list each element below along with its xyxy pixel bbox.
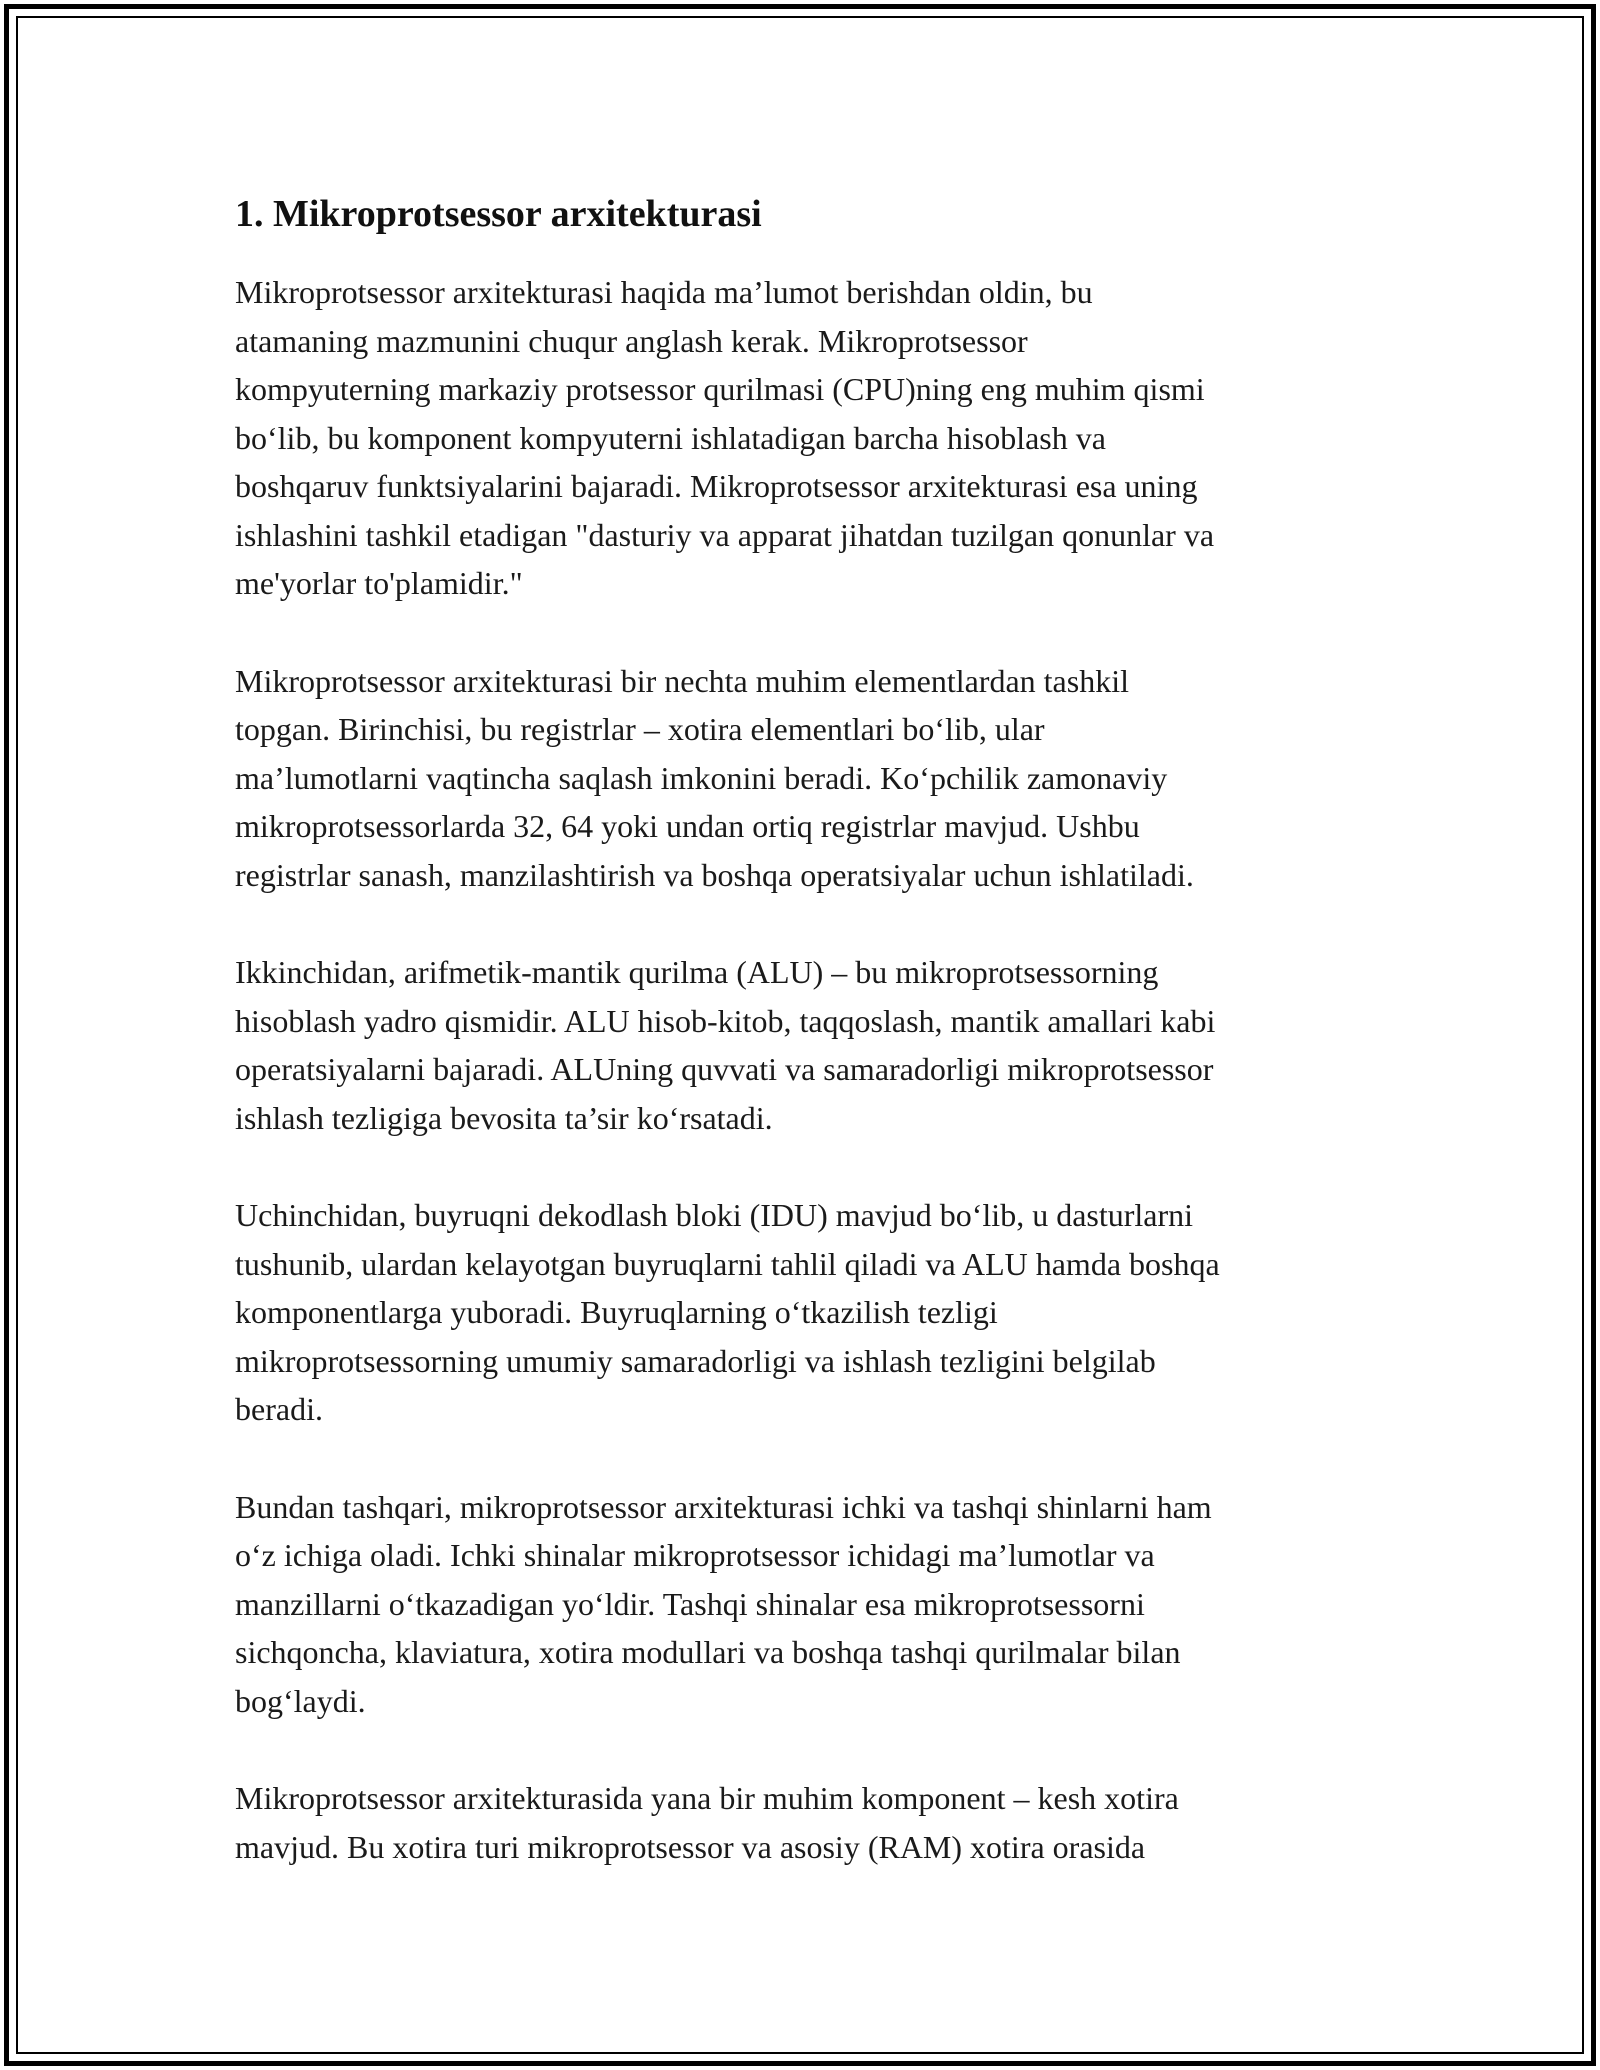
text-line: Mikroprotsessor arxitekturasi bir nechta muhim elementlardan tashkil — [235, 662, 1129, 699]
text-line: operatsiyalarni bajaradi. ALUning quvvati va samaradorligi mikroprotsessor — [235, 1051, 1214, 1087]
text-line: sichqoncha, klaviatura, xotira modullari va boshqa tashqi qurilmalar bilan — [235, 1634, 1181, 1670]
text-line: o‘z ichiga oladi. Ichki shinalar mikroprotsessor ichidagi ma’lumotlar va — [235, 1537, 1155, 1573]
document-body — [235, 186, 1385, 1871]
paragraph-6 — [235, 1774, 1385, 1871]
text-line: mavjud. Bu xotira turi mikroprotsessor va asosiy (RAM) xotira orasida — [235, 1828, 1146, 1865]
text-line: tushunib, ulardan kelayotgan buyruqlarni tahlil qiladi va ALU hamda boshqa — [235, 1245, 1220, 1282]
text-line: me'yorlar to'plamidir." — [235, 565, 523, 601]
text-line: beradi. — [235, 1391, 323, 1427]
text-line: atamaning mazmunini chuqur anglash kerak. Mikroprotsessor — [235, 322, 1028, 359]
paragraph-5 — [235, 1483, 1385, 1726]
text-line: Ikkinchidan, arifmetik-mantik qurilma (ALU) – bu mikroprotsessorning — [235, 954, 1159, 990]
text-line: Uchinchidan, buyruqni dekodlash bloki (IDU) mavjud bo‘lib, u dasturlarni — [235, 1197, 1194, 1233]
paragraph-2 — [235, 657, 1385, 900]
text-line: Mikroprotsessor arxitekturasi haqida ma’lumot berishdan oldin, bu — [235, 274, 1093, 310]
text-line: manzillarni o‘tkazadigan yo‘ldir. Tashqi shinalar esa mikroprotsessorni — [235, 1585, 1145, 1622]
paragraph-3 — [235, 948, 1385, 1142]
paragraph-1 — [235, 268, 1385, 608]
section-heading: 1. Mikroprotsessor arxitekturasi — [235, 193, 762, 235]
text-line: mikroprotsessorning umumiy samaradorligi va ishlash tezligini belgilab — [235, 1342, 1156, 1379]
text-line: ishlashini tashkil etadigan "dasturiy va apparat jihatdan tuzilgan qonunlar va — [235, 516, 1215, 553]
text-line: topgan. Birinchisi, bu registrlar – xotira elementlari bo‘lib, ular — [235, 711, 1045, 747]
text-line: bog‘laydi. — [235, 1682, 366, 1719]
text-line: bo‘lib, bu komponent kompyuterni ishlatadigan barcha hisoblash va — [235, 419, 1106, 456]
text-line: hisoblash yadro qismidir. ALU hisob-kitob, taqqoslash, mantik amallari kabi — [235, 1002, 1216, 1039]
text-line: ishlash tezligiga bevosita ta’sir ko‘rsatadi. — [235, 1099, 773, 1136]
text-line: kompyuterning markaziy protsessor qurilmasi (CPU)ning eng muhim qismi — [235, 371, 1205, 407]
text-line: boshqaruv funktsiyalarini bajaradi. Mikroprotsessor arxitekturasi esa uning — [235, 468, 1198, 504]
text-line: Bundan tashqari, mikroprotsessor arxitekturasi ichki va tashqi shinlarni ham — [235, 1488, 1212, 1525]
text-line: komponentlarga yuboradi. Buyruqlarning o‘tkazilish tezligi — [235, 1294, 998, 1330]
text-line: ma’lumotlarni vaqtincha saqlash imkonini beradi. Ko‘pchilik zamonaviy — [235, 759, 1168, 796]
text-line: registrlar sanash, manzilashtirish va boshqa operatsiyalar uchun ishlatiladi. — [235, 856, 1194, 893]
text-line: mikroprotsessorlarda 32, 64 yoki undan ortiq registrlar mavjud. Ushbu — [235, 808, 1140, 844]
paragraph-4 — [235, 1191, 1385, 1434]
text-line: Mikroprotsessor arxitekturasida yana bir muhim komponent – kesh xotira — [235, 1780, 1179, 1816]
